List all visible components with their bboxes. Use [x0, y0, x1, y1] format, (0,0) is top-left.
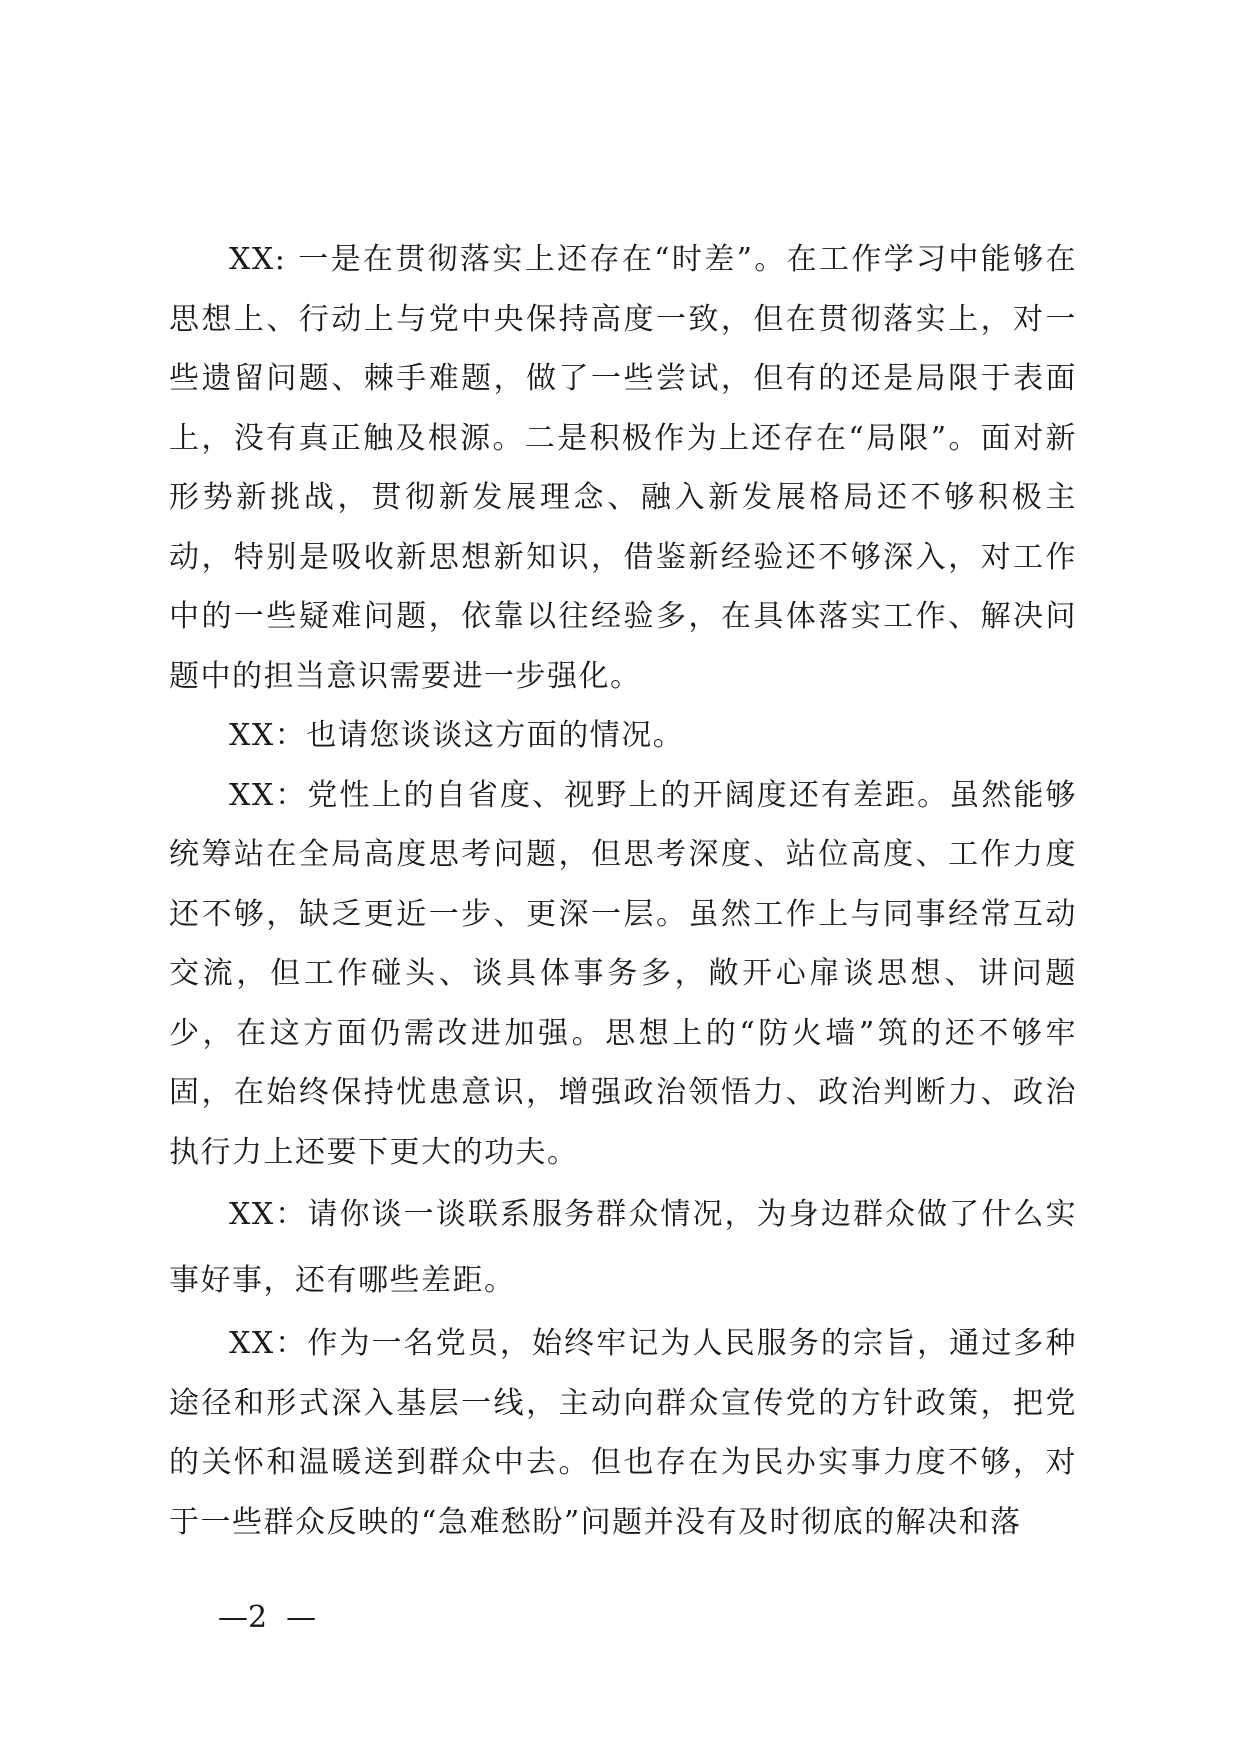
document-body	[169, 230, 1077, 1552]
paragraph-4: XX：请你谈一谈联系服务群众情况，为身边群众做了什么实事好事，还有哪些差距。	[169, 1197, 1077, 1298]
paragraph-1: XX: 一是在贯彻落实上还存在“时差”。在工作学习中能够在思想上、行动上与党中央保持高度一致，但在贯彻落实上，对一些遗留问题、棘手难题，做了一些尝试，但有的还是局限于表面上，没有真正触及根源。二是积极作为上还存在“局限”。面对新形势新挑战，贯彻新发展理念、融入新发展格局还不够积极主动，特别是吸收新思想新知识，借鉴新经验还不够深入，对工作中的一些疑难问题，依靠以往经验多，在具体落实工作、解决问题中的担当意识需要进一步强化。	[169, 242, 1077, 694]
page-number: —2 —	[218, 1600, 317, 1635]
paragraph-2: XX：也请您谈谈这方面的情况。	[229, 718, 685, 753]
paragraph-5: XX：作为一名党员，始终牢记为人民服务的宗旨，通过多种途径和形式深入基层一线，主动向群众宣传党的方针政策，把党的关怀和温暖送到群众中去。但也存在为民办实事力度不够，对于一些群众反映的“急难愁盼”问题并没有及时彻底的解决和落	[169, 1326, 1077, 1540]
paragraph-3: XX：党性上的自省度、视野上的开阔度还有差距。虽然能够统筹站在全局高度思考问题，但思考深度、站位高度、工作力度还不够，缺乏更近一步、更深一层。虽然工作上与同事经常互动交流，但工作碰头、谈具体事务多，敞开心扉谈思想、讲问题少，在这方面仍需改进加强。思想上的“防火墙”筑的还不够牢固，在始终保持忧患意识，增强政治领悟力、政治判断力、政治执行力上还要下更大的功夫。	[169, 777, 1077, 1170]
